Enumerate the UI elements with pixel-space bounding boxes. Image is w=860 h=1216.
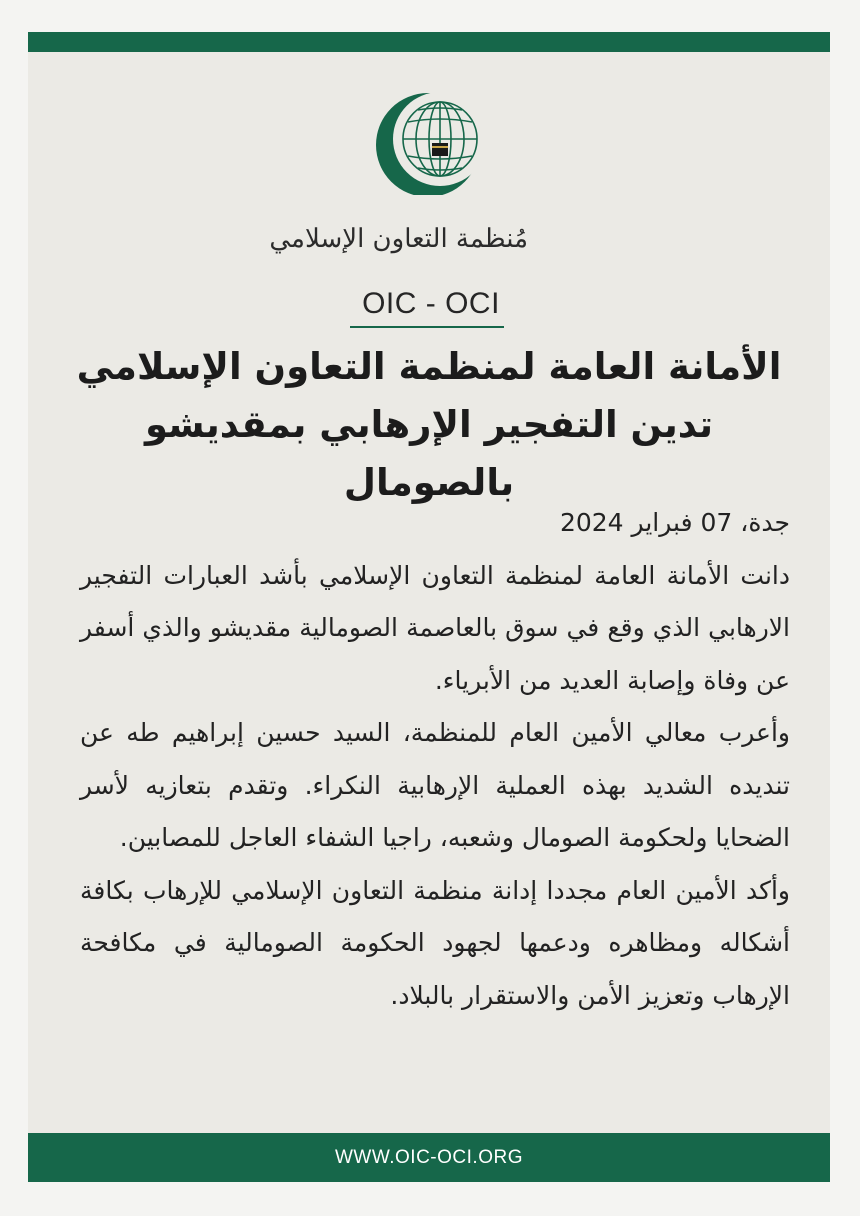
website-link[interactable]: WWW.OIC-OCI.ORG: [335, 1146, 523, 1168]
oic-crescent-globe-icon: [366, 90, 496, 195]
article-paragraph: وأكد الأمين العام مجددا إدانة منظمة التعاون الإسلامي للإرهاب بكافة أشكاله ومظاهره ودعمها لجهود الحكومة الصومالية في مكافحة الإرهاب وتعزيز الأمن والاستقرار بالبلاد.: [80, 875, 790, 1010]
org-abbreviation: OIC - OCI: [362, 287, 500, 320]
dateline: جدة، 07 فبراير 2024: [559, 508, 790, 537]
article-body: [80, 497, 790, 1022]
article-paragraph: وأعرب معالي الأمين العام للمنظمة، السيد حسين إبراهيم طه عن تنديده الشديد بهذه العملية الإرهابية النكراء. وتقدم بتعازيه لأسر الضحايا ولحكومة الصومال وشعبه، راجيا الشفاء العاجل للمصابين.: [80, 718, 790, 852]
org-name-arabic: مُنظمة التعاون الإسلامي: [269, 224, 528, 254]
bottom-green-bar: [28, 1133, 830, 1182]
press-release-page: [28, 32, 830, 1182]
top-green-bar: [28, 32, 830, 52]
page-title: الأمانة العامة لمنظمة التعاون الإسلامي تدين التفجير الإرهابي بمقديشو بالصومال: [76, 345, 782, 504]
oic-logo-icon: [366, 90, 496, 195]
abbreviation-underline: [350, 326, 504, 328]
article-paragraph: دانت الأمانة العامة لمنظمة التعاون الإسلامي بأشد العبارات التفجير الارهابي الذي وقع في سوق بالعاصمة الصومالية مقديشو والذي أسفر عن وفاة وإصابة العديد من الأبرياء.: [80, 560, 790, 695]
